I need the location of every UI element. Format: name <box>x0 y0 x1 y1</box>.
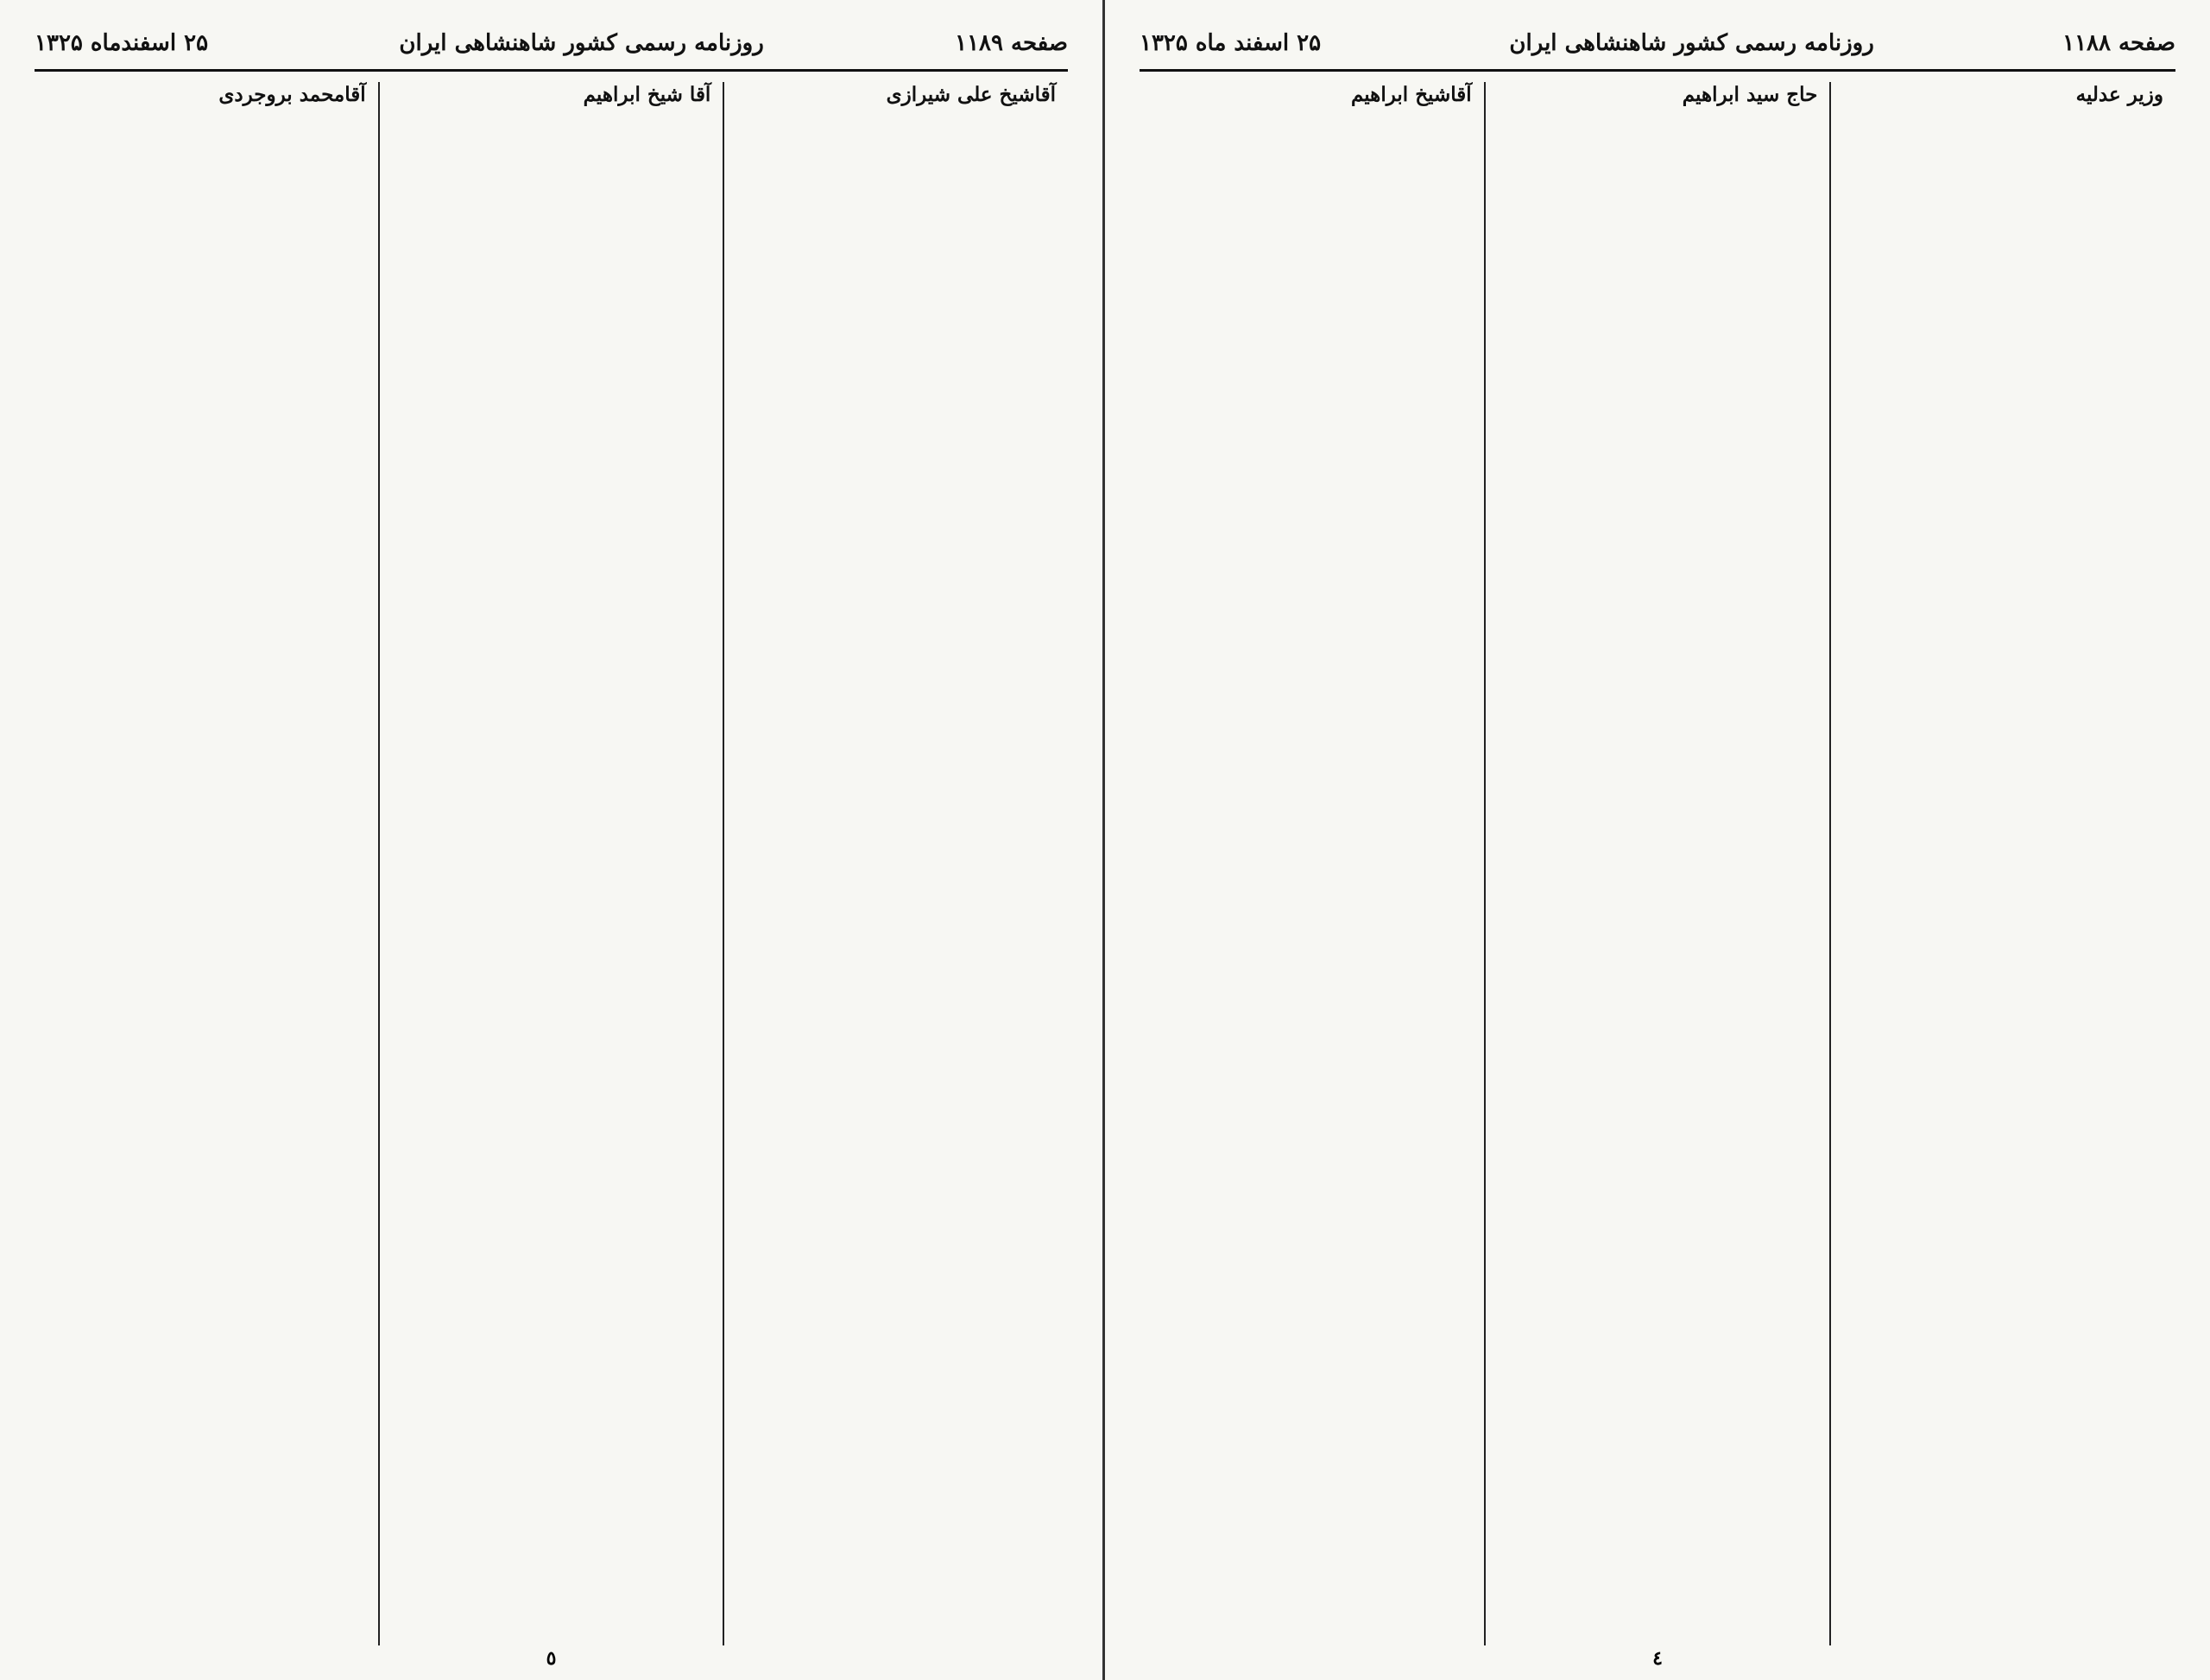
left-page-label: صفحه ۱۱۸۹ <box>955 30 1068 56</box>
paragraph <box>1152 82 1472 108</box>
right-column-2 <box>1484 82 1830 1645</box>
right-page-title: روزنامه رسمی کشور شاهنشاهی ایران <box>1509 30 1874 56</box>
paragraph <box>1498 82 1818 108</box>
speaker-name: حاج سید ابراهیم <box>1682 83 1818 106</box>
left-column-2 <box>378 82 723 1645</box>
right-column-1 <box>1829 82 2175 1645</box>
right-page-label: صفحه ۱۱۸۸ <box>2062 30 2175 56</box>
speaker-name: آقامحمد بروجردی <box>218 83 366 106</box>
right-page-header <box>1140 17 2175 72</box>
paragraph <box>392 82 711 108</box>
paragraph <box>47 82 366 108</box>
left-column-3 <box>35 82 378 1645</box>
left-page-folio: ٥ <box>546 1647 557 1670</box>
speaker-name: آقاشیخ ابراهیم <box>1350 83 1472 106</box>
speaker-name: آقاشیخ علی شیرازی <box>886 83 1056 106</box>
speaker-name: آقا شیخ ابراهیم <box>583 83 711 106</box>
left-page-title: روزنامه رسمی کشور شاهنشاهی ایران <box>399 30 764 56</box>
paragraph <box>736 82 1056 108</box>
left-page-header <box>35 17 1068 72</box>
paragraph <box>1843 82 2163 108</box>
speaker-name: وزیر عدلیه <box>2075 83 2163 106</box>
right-page-columns <box>1140 82 2175 1645</box>
left-page-date: ۲۵ اسفندماه ۱۳۲۵ <box>35 30 209 56</box>
right-page-date: ۲۵ اسفند ماه ۱۳۲۵ <box>1140 30 1322 56</box>
left-page-columns <box>35 82 1068 1645</box>
right-column-3 <box>1140 82 1484 1645</box>
right-page-folio: ٤ <box>1652 1647 1663 1670</box>
left-column-1 <box>723 82 1068 1645</box>
right-page <box>1105 0 2210 1680</box>
